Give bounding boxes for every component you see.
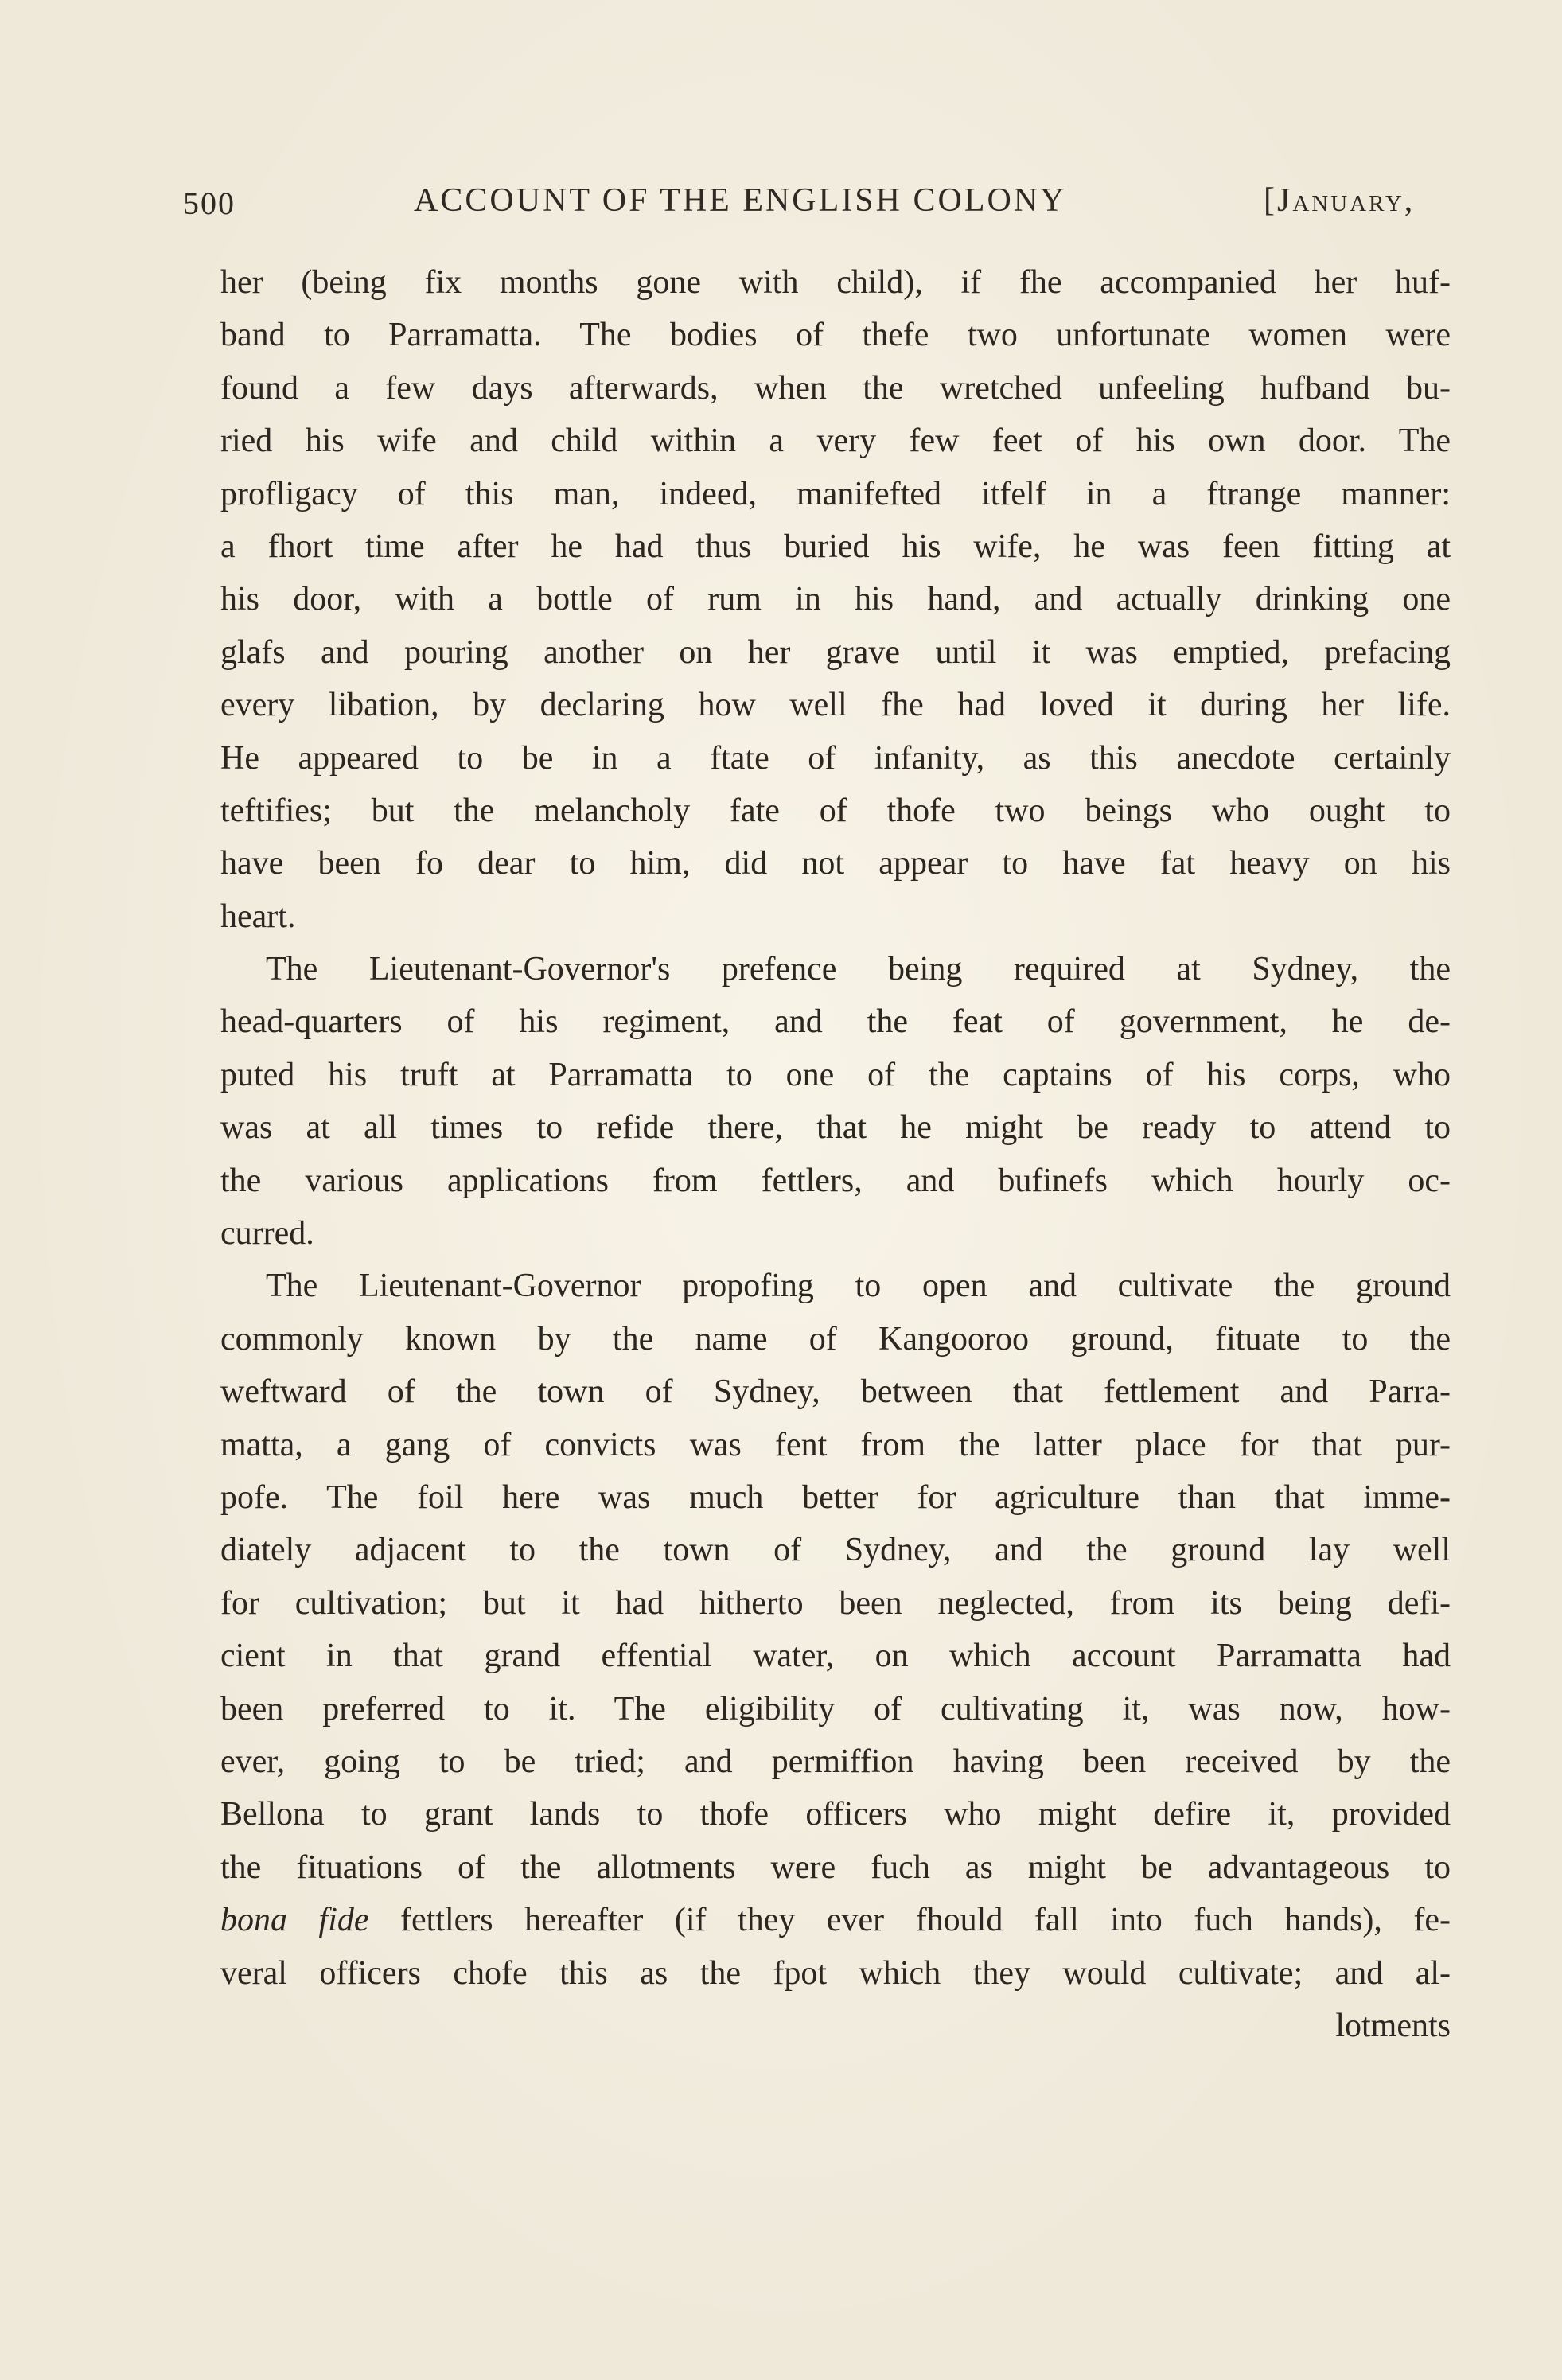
line-remainder: fettlers hereafter (if they ever fhould fall into fuch hands), fe- [368, 1902, 1451, 1939]
text-line: was at all times to refide there, that he might be ready to attend to [220, 1109, 1451, 1147]
text-line: a fhort time after he had thus buried his wife, he was feen fitting at [220, 528, 1451, 565]
text-line: head-quarters of his regiment, and the feat of government, he de- [220, 1003, 1451, 1041]
text-line: profligacy of this man, indeed, manifefted itfelf in a ftrange manner: [220, 475, 1451, 512]
text-line: the fituations of the allotments were fuch as might be advantageous to [220, 1848, 1451, 1886]
text-line: matta, a gang of convicts was fent from the latter place for that pur- [220, 1426, 1451, 1463]
italic-phrase: bona fide [220, 1902, 369, 1939]
paragraph-end-line: heart. [220, 898, 296, 935]
text-line: commonly known by the name of Kangooroo ground, fituate to the [220, 1320, 1451, 1357]
body-text [220, 256, 1451, 2052]
text-line: have been fo dear to him, did not appear to have fat heavy on his [220, 845, 1451, 882]
text-line: diately adjacent to the town of Sydney, and the ground lay well [220, 1532, 1451, 1569]
paragraph-end-line: curred. [220, 1215, 314, 1252]
text-line: every libation, by declaring how well fhe had loved it during her life. [220, 687, 1451, 724]
running-title: ACCOUNT OF THE ENGLISH COLONY [414, 182, 1067, 219]
page-number: 500 [183, 185, 236, 221]
text-line: the various applications from fettlers, and bufinefs which hourly oc- [220, 1162, 1451, 1199]
text-line: puted his truft at Parramatta to one of the captains of his corps, who [220, 1056, 1451, 1093]
text-line: He appeared to be in a ftate of infanity, as this anecdote certainly [220, 739, 1451, 777]
catchword: lotments [1335, 2007, 1451, 2044]
paragraph-start-line: The Lieutenant-Governor's prefence being required at Sydney, the [266, 951, 1451, 988]
text-line: for cultivation; but it had hitherto been neglected, from its being defi- [220, 1584, 1451, 1622]
text-line: veral officers chofe this as the fpot which they would cultivate; and al- [220, 1954, 1451, 1992]
text-line: teftifies; but the melancholy fate of thofe two beings who ought to [220, 792, 1451, 829]
text-line: her (being fix months gone with child), if fhe accompanied her huf- [220, 264, 1451, 301]
running-head [183, 181, 1456, 229]
text-line [220, 1894, 1451, 1946]
text-line: pofe. The foil here was much better for agriculture than that imme- [220, 1478, 1451, 1516]
text-line: cient in that grand effential water, on which account Parramatta had [220, 1638, 1451, 1675]
text-line: ried his wife and child within a very few feet of his own door. The [220, 423, 1451, 460]
text-line: found a few days afterwards, when the wretched unfeeling hufband bu- [220, 369, 1451, 407]
running-month: [January, [1264, 182, 1416, 219]
text-line: Bellona to grant lands to thofe officers who might defire it, provided [220, 1796, 1451, 1833]
text-line: ever, going to be tried; and permiffion having been received by the [220, 1743, 1451, 1780]
text-line: band to Parramatta. The bodies of thefe two unfortunate women were [220, 317, 1451, 354]
text-line: his door, with a bottle of rum in his hand, and actually drinking one [220, 581, 1451, 618]
text-line: glafs and pouring another on her grave until it was emptied, prefacing [220, 633, 1451, 671]
text-line: been preferred to it. The eligibility of cultivating it, was now, how- [220, 1690, 1451, 1728]
paragraph-start-line: The Lieutenant-Governor propofing to open and cultivate the ground [266, 1268, 1451, 1305]
text-line: weftward of the town of Sydney, between that fettlement and Parra- [220, 1373, 1451, 1411]
